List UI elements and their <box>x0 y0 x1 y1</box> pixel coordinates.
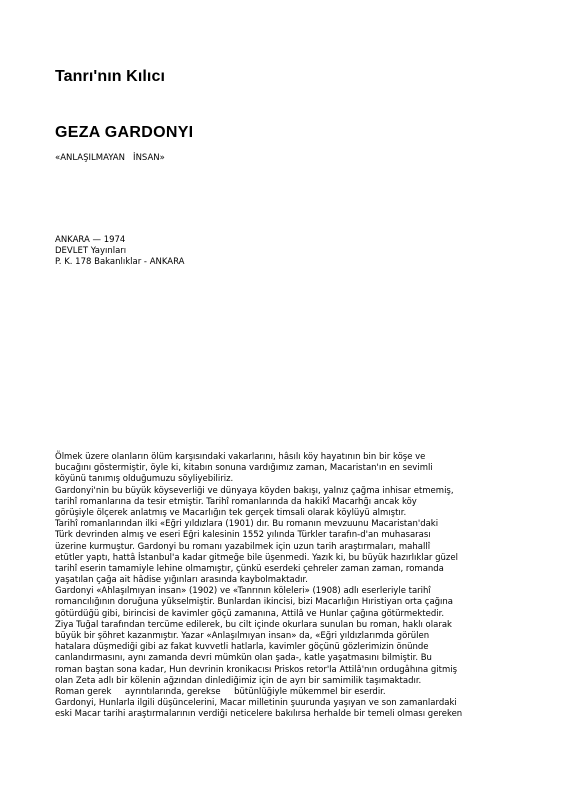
imprint-city-year: ANKARA — 1974 <box>55 235 126 245</box>
body-line: bucağını göstermiştir, öyle ki, kitabın sonuna vardığımız zaman, Macaristan'ın en sevimli <box>55 463 433 474</box>
body-line: Ziya Tuğal tarafından tercüme edilerek, bu cilt içinde okurlara sunulan bu roman, haklı olarak <box>55 619 452 630</box>
body-line: olan Zeta adlı bir kölenin ağzından dinlediğimiz için de ayrı bir samimilik taşımaktadır. <box>55 675 422 686</box>
body-line: eski Macar tarihi araştırmalarının verdiği neticelere bakılırsa herhalde bir temeli olması gereken <box>55 709 463 720</box>
body-line: Ölmek üzere olanların ölüm karşısındaki vakarlarını, hâsılı köy hayatının bin bir köşe ve <box>55 452 426 462</box>
body-line: götürdüğü gibi, birincisi de kavimler göçü zamanına, Attilâ ve Hunlar çağına götürmektedir. <box>55 608 445 619</box>
body-line: Gardonyi «Ahlaşılmıyan insan» (1902) ve «Tanrının köleleri» (1908) adlı eserleriyle tarihî <box>55 586 431 597</box>
body-line: hatalara düşmediği gibi az fakat kuvvetli hatlarla, kavimler göçünü gözlerimizin önünde <box>55 642 429 653</box>
body-line: Gardonyi, Hunlarla ilgili düşüncelerini, Macar milletinin şuurunda yaşıyan ve son zamanlardaki <box>55 698 457 709</box>
imprint-address: P. K. 178 Bakanlıklar - ANKARA <box>55 257 185 268</box>
body-line: üzerine kurmuştur. Gardonyi bu romanı yazabilmek için uzun tarih araştırmaları, mahallî <box>55 541 431 552</box>
imprint-publisher: DEVLET Yayınları <box>55 246 127 257</box>
body-line: köyünü tanımış olduğumuzu söyliyebiliriz. <box>55 474 234 485</box>
body-line: görüşiyle ölçerek anlatmış ve Macarlığın tek gerçek timsali olarak köylüyü almıştır. <box>55 507 407 518</box>
body-text <box>55 452 515 721</box>
author-name: GEZA GARDONYI <box>55 124 194 141</box>
body-line: Gardonyi'nin bu büyük köyseverliği ve dünyaya köyden bakışı, yalnız çağma inhisar etmemiş, <box>55 485 454 496</box>
book-title: Tanrı'nın Kılıcı <box>55 68 166 85</box>
body-line: büyük bir şöhret kazanmıştır. Yazar «Anlaşılmıyan insan» da, «Eğri yıldızlarımda görülen <box>55 631 430 641</box>
body-line: tarihî eserin tamamiyle lehine olmamıştır, çünkü eserdeki çehreler zaman zaman, romanda <box>55 563 444 574</box>
body-line: tarihî romanlarına da tesir etmiştir. Tarihî romanlarında da hakikî Macarhğı ancak köy <box>55 496 417 507</box>
body-line: Tarihî romanlarından ilki «Eğri yıldızlara (1901) dır. Bu romanın mevzuunu Macaristan'daki <box>55 519 439 530</box>
body-line: roman baştan sona kadar, Hun devrinin kronikacısı Priskos retor'la Attilâ'nın ordugâhına gitmiş <box>55 664 458 675</box>
body-line: Türk devrinden almış ve eseri Eğri kalesinin 1552 yılında Türkler tarafın-d'an muhasarası <box>55 530 431 541</box>
body-line: etütler yaptı, hattâ İstanbul'a kadar gitmeğe bile üşenmedi. Yazık ki, bu büyük hazırlıklar güzel <box>55 552 458 563</box>
body-line: yaşatılan çağa ait hâdise yığınları arasında kaybolmaktadır. <box>55 575 308 586</box>
book-subtitle: «ANLAŞILMAYAN İNSAN» <box>55 153 165 163</box>
body-line: romancılığının doruğuna yükselmiştir. Bunlardan ikincisi, bizi Macarlığın Hıristiyan orta çağına <box>55 597 454 608</box>
publication-imprint <box>55 235 185 269</box>
body-line: canlandırmasını, aynı zamanda devri mümkün olan şada-, katle yaşatmasını bilmiştir. Bu <box>55 653 432 664</box>
body-line: Roman gerek ayrıntılarında, gerekse bütünlüğiyle mükemmel bir eserdir. <box>55 686 386 697</box>
